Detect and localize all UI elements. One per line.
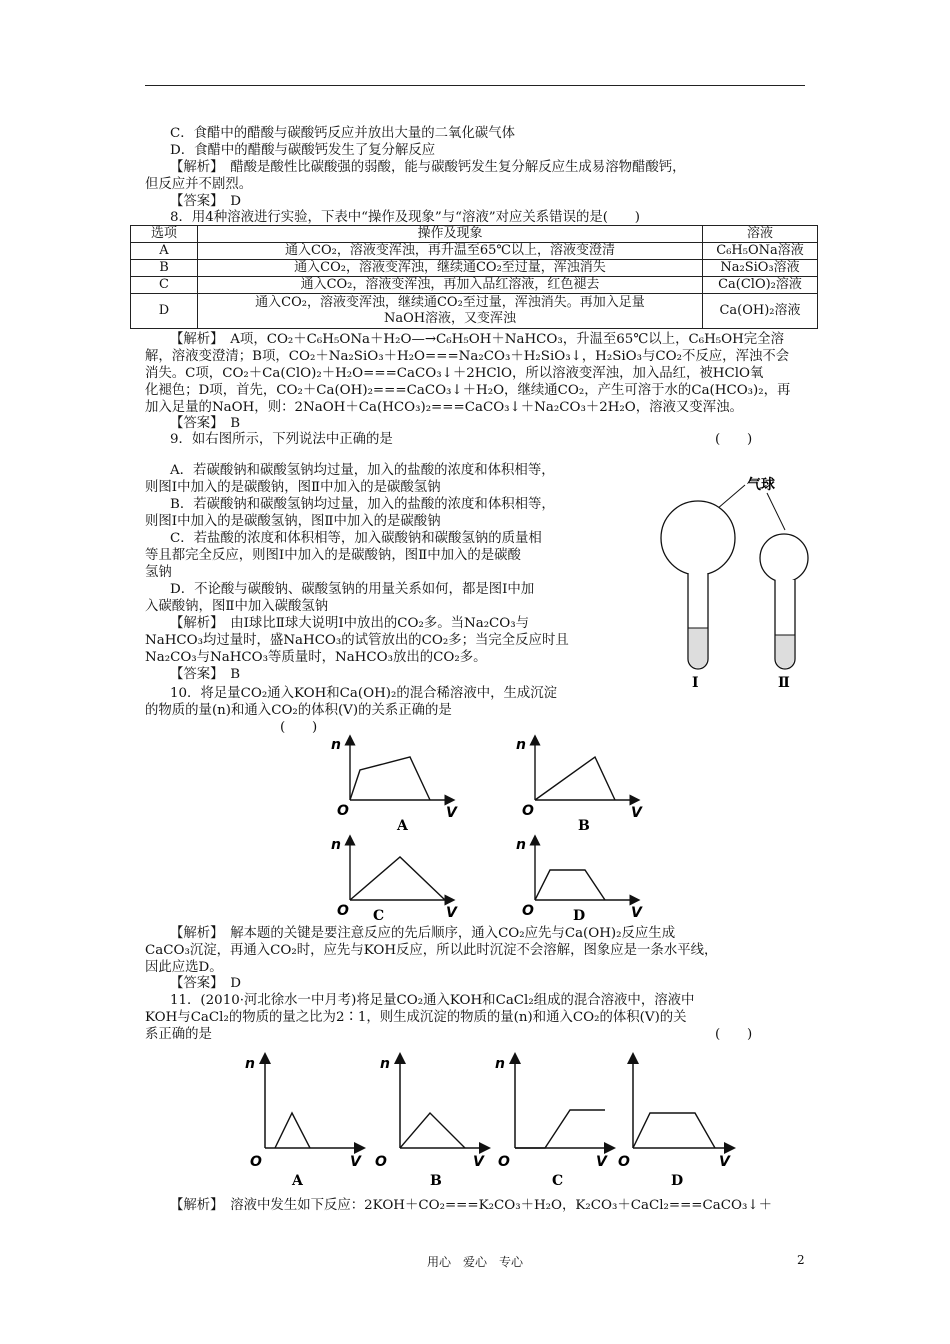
table-cell: 通入CO₂，溶液变浑浊，再加入品红溶液，红色褪去 bbox=[198, 277, 703, 294]
q9-option-a-line2: 则图Ⅰ中加入的是碳酸钠，图Ⅱ中加入的是碳酸氢钠 bbox=[145, 480, 441, 495]
answer-8: 【答案】 B bbox=[170, 416, 241, 431]
origin-label: O bbox=[375, 1154, 387, 1170]
axis-label-n: n bbox=[516, 737, 526, 753]
analysis-11-line1: 【解析】 溶液中发生如下反应：2KOH＋CO₂===K₂CO₃＋H₂O，K₂CO₃＋CaCl₂===CaCO₃↓＋ bbox=[170, 1198, 772, 1213]
axis-label-v: V bbox=[596, 1154, 607, 1170]
table-cell: 通入CO₂，溶液变浑浊，继续通CO₂至过量，浑浊消失 bbox=[198, 260, 703, 277]
option-c-line: C．食醋中的醋酸与碳酸钙反应并放出大量的二氧化碳气体 bbox=[170, 126, 516, 141]
q11-curve-b bbox=[400, 1113, 465, 1148]
table-cell: Na₂SiO₃溶液 bbox=[703, 260, 818, 277]
q9-option-d-line2: 入碳酸钠，图Ⅱ中加入碳酸氢钠 bbox=[145, 599, 329, 614]
q9-option-c-line2: 等且都完全反应，则图Ⅰ中加入的是碳酸钠，图Ⅱ中加入的是碳酸 bbox=[145, 548, 521, 563]
analysis-9-line1: 【解析】 由Ⅰ球比Ⅱ球大说明Ⅰ中放出的CO₂多。当Na₂CO₃与 bbox=[170, 616, 530, 631]
question-11-line2: KOH与CaCl₂的物质的量之比为2∶1，则生成沉淀的物质的量(n)和通入CO₂的体积(V)的关 bbox=[145, 1010, 687, 1025]
axis-label-v: V bbox=[446, 805, 457, 821]
question-11-line1: 11．(2010·河北徐水一中月考)将足量CO₂通入KOH和CaCl₂组成的混合溶液中，溶液中 bbox=[170, 993, 695, 1008]
analysis-7-line1: 【解析】 醋酸是酸性比碳酸强的弱酸，能与碳酸钙发生复分解反应生成易溶物醋酸钙， bbox=[170, 160, 686, 175]
analysis-8-line3: 消失。C项，CO₂＋Ca(ClO)₂＋H₂O===CaCO₃↓＋2HClO，所以溶液变浑浊，加入品红，被HClO氧 bbox=[145, 366, 764, 381]
axis-label-n: n bbox=[331, 737, 341, 753]
axis-label-v: V bbox=[446, 905, 457, 921]
balloon-pointer-line bbox=[717, 485, 745, 509]
q9-option-c-line3: 氢钠 bbox=[145, 565, 172, 580]
table-header-cell: 操作及现象 bbox=[198, 226, 703, 243]
q11-curve-a bbox=[275, 1113, 310, 1148]
q11-graphs bbox=[240, 1048, 750, 1193]
q11-graph-b bbox=[375, 1056, 485, 1189]
table-cell: Ca(ClO)₂溶液 bbox=[703, 277, 818, 294]
graph-label-c: C bbox=[373, 908, 385, 924]
origin-label: O bbox=[337, 803, 349, 819]
table-cell: 通入CO₂，溶液变浑浊，再升温至65℃以上，溶液变澄清 bbox=[198, 243, 703, 260]
axis-label-n: n bbox=[495, 1056, 505, 1072]
q10-curve-a bbox=[350, 757, 430, 800]
axis-label-n: n bbox=[331, 837, 341, 853]
graph-label-d: D bbox=[671, 1173, 684, 1189]
q9-option-c-line1: C．若盐酸的浓度和体积相等，加入碳酸钠和碳酸氢钠的质量相 bbox=[170, 531, 542, 546]
question-10-blank: ( ) bbox=[280, 720, 318, 735]
table-cell: D bbox=[131, 294, 198, 329]
analysis-8-line4: 化褪色；D项，首先，CO₂＋Ca(OH)₂===CaCO₃↓＋H₂O，继续通CO₂，产生可溶于水的Ca(HCO₃)₂，再 bbox=[145, 383, 791, 398]
page-number: 2 bbox=[797, 1253, 805, 1267]
question-8: 8．用4种溶液进行实验，下表中“操作及现象”与“溶液”对应关系错误的是( ) bbox=[170, 210, 640, 225]
graph-label-b: B bbox=[430, 1173, 442, 1189]
table-header-cell: 溶液 bbox=[703, 226, 818, 243]
tube-two-label: Ⅱ bbox=[778, 675, 790, 691]
question-9-blank: ( ) bbox=[715, 432, 753, 447]
balloon-label: 气球 bbox=[747, 477, 775, 493]
table-header-row bbox=[131, 226, 818, 243]
balloon-one bbox=[661, 501, 735, 575]
analysis-10-line1: 【解析】 解本题的关键是要注意反应的先后顺序，通入CO₂应先与Ca(OH)₂反应生成 bbox=[170, 926, 676, 941]
analysis-7-line2: 但反应并不剧烈。 bbox=[145, 177, 253, 192]
tube-one-label: Ⅰ bbox=[692, 675, 699, 691]
axis-label-v: V bbox=[719, 1154, 730, 1170]
table-cell: A bbox=[131, 243, 198, 260]
analysis-9-line3: Na₂CO₃与NaHCO₃等质量时，NaHCO₃放出的CO₂多。 bbox=[145, 650, 487, 665]
balloon-pointer-line bbox=[767, 493, 785, 530]
origin-label: O bbox=[498, 1154, 510, 1170]
page-footer: 用心 爱心 专心 bbox=[426, 1255, 523, 1269]
question-10-line2: 的物质的量(n)和通入CO₂的体积(V)的关系正确的是 bbox=[145, 703, 452, 718]
axis-label-n: n bbox=[516, 837, 526, 853]
q9-option-b-line2: 则图Ⅰ中加入的是碳酸氢钠，图Ⅱ中加入的是碳酸钠 bbox=[145, 514, 441, 529]
origin-label: O bbox=[522, 803, 534, 819]
analysis-10-line3: 因此应选D。 bbox=[145, 960, 223, 975]
option-d-line: D．食醋中的醋酸与碳酸钙发生了复分解反应 bbox=[170, 143, 436, 158]
table-row bbox=[131, 243, 818, 260]
analysis-8-line5: 加入足量的NaOH，则：2NaOH＋Ca(HCO₃)₂===CaCO₃↓＋Na₂CO₃＋2H₂O，溶液又变浑浊。 bbox=[145, 400, 743, 415]
q10-graph-c bbox=[331, 837, 458, 924]
liquid-two bbox=[776, 635, 794, 668]
origin-label: O bbox=[250, 1154, 262, 1170]
header-rule bbox=[145, 85, 805, 86]
graph-label-d: D bbox=[573, 908, 586, 924]
q9-option-b-line1: B．若碳酸钠和碳酸氢钠均过量，加入的盐酸的浓度和体积相等， bbox=[170, 497, 555, 512]
q10-curve-d bbox=[535, 870, 605, 900]
q11-curve-d bbox=[633, 1113, 715, 1148]
graph-label-c: C bbox=[552, 1173, 564, 1189]
axis-label-n: n bbox=[245, 1056, 255, 1072]
answer-7: 【答案】 D bbox=[170, 194, 241, 209]
graph-label-b: B bbox=[578, 818, 590, 834]
question-11-blank: ( ) bbox=[715, 1027, 753, 1042]
q10-graph-b bbox=[516, 737, 643, 834]
axis-label-v: V bbox=[631, 805, 642, 821]
axis-label-n: n bbox=[380, 1056, 390, 1072]
table-cell bbox=[198, 294, 703, 329]
q11-graph-a bbox=[245, 1056, 362, 1189]
analysis-9-line2: NaHCO₃均过量时，盛NaHCO₃的试管放出的CO₂多；当完全反应时且 bbox=[145, 633, 569, 648]
q9-option-d-line1: D．不论酸与碳酸钠、碳酸氢钠的用量关系如何，都是图Ⅰ中加 bbox=[170, 582, 535, 597]
question-8-table bbox=[130, 225, 818, 329]
table-cell: Ca(OH)₂溶液 bbox=[703, 294, 818, 329]
balloon-figure bbox=[655, 465, 825, 695]
analysis-8-line1: 【解析】 A项，CO₂＋C₆H₅ONa＋H₂O—→C₆H₅OH＋NaHCO₃，升温至65℃以上，C₆H₅OH完全溶 bbox=[170, 332, 784, 347]
q10-curve-c bbox=[350, 857, 445, 900]
origin-label: O bbox=[522, 903, 534, 919]
origin-label: O bbox=[337, 903, 349, 919]
graph-label-a: A bbox=[397, 818, 408, 834]
q10-curve-b bbox=[535, 757, 615, 800]
graph-label-a: A bbox=[292, 1173, 303, 1189]
q10-graph-d bbox=[516, 837, 643, 924]
axis-label-v: V bbox=[350, 1154, 361, 1170]
q10-graph-a bbox=[331, 737, 458, 834]
origin-label: O bbox=[618, 1154, 630, 1170]
question-11-line3: 系正确的是 bbox=[145, 1027, 212, 1042]
table-cell: B bbox=[131, 260, 198, 277]
q10-graphs bbox=[325, 735, 645, 924]
question-10-line1: 10．将足量CO₂通入KOH和Ca(OH)₂的混合稀溶液中，生成沉淀 bbox=[170, 686, 558, 701]
table-row bbox=[131, 294, 818, 329]
q11-graph-c bbox=[495, 1056, 610, 1189]
question-9: 9．如右图所示，下列说法中正确的是 bbox=[170, 432, 393, 447]
axis-label-v: V bbox=[631, 905, 642, 921]
balloon-two bbox=[760, 534, 808, 582]
q9-option-a-line1: A．若碳酸钠和碳酸氢钠均过量，加入的盐酸的浓度和体积相等， bbox=[170, 463, 555, 478]
table-header-cell: 选项 bbox=[131, 226, 198, 243]
answer-10: 【答案】 D bbox=[170, 976, 241, 991]
answer-9: 【答案】 B bbox=[170, 667, 241, 682]
analysis-10-line2: CaCO₃沉淀，再通入CO₂时，应先与KOH反应，所以此时沉淀不会溶解，图象应是一条水平线， bbox=[145, 943, 718, 958]
q11-graph-d bbox=[618, 1058, 731, 1189]
table-cell-line: 通入CO₂，溶液变浑浊，继续通CO₂至过量，浑浊消失。再加入足量 bbox=[255, 295, 645, 310]
analysis-8-line2: 解，溶液变澄清；B项，CO₂＋Na₂SiO₃＋H₂O===Na₂CO₃＋H₂SiO₃↓，H₂SiO₃与CO₂不反应，浑浊不会 bbox=[145, 349, 790, 364]
axis-label-v: V bbox=[473, 1154, 484, 1170]
table-cell: C₆H₅ONa溶液 bbox=[703, 243, 818, 260]
table-cell: C bbox=[131, 277, 198, 294]
table-row bbox=[131, 260, 818, 277]
q11-curve-c bbox=[515, 1110, 605, 1148]
liquid-one bbox=[689, 628, 707, 668]
table-row bbox=[131, 277, 818, 294]
table-cell-line: NaOH溶液，又变浑浊 bbox=[383, 311, 517, 326]
